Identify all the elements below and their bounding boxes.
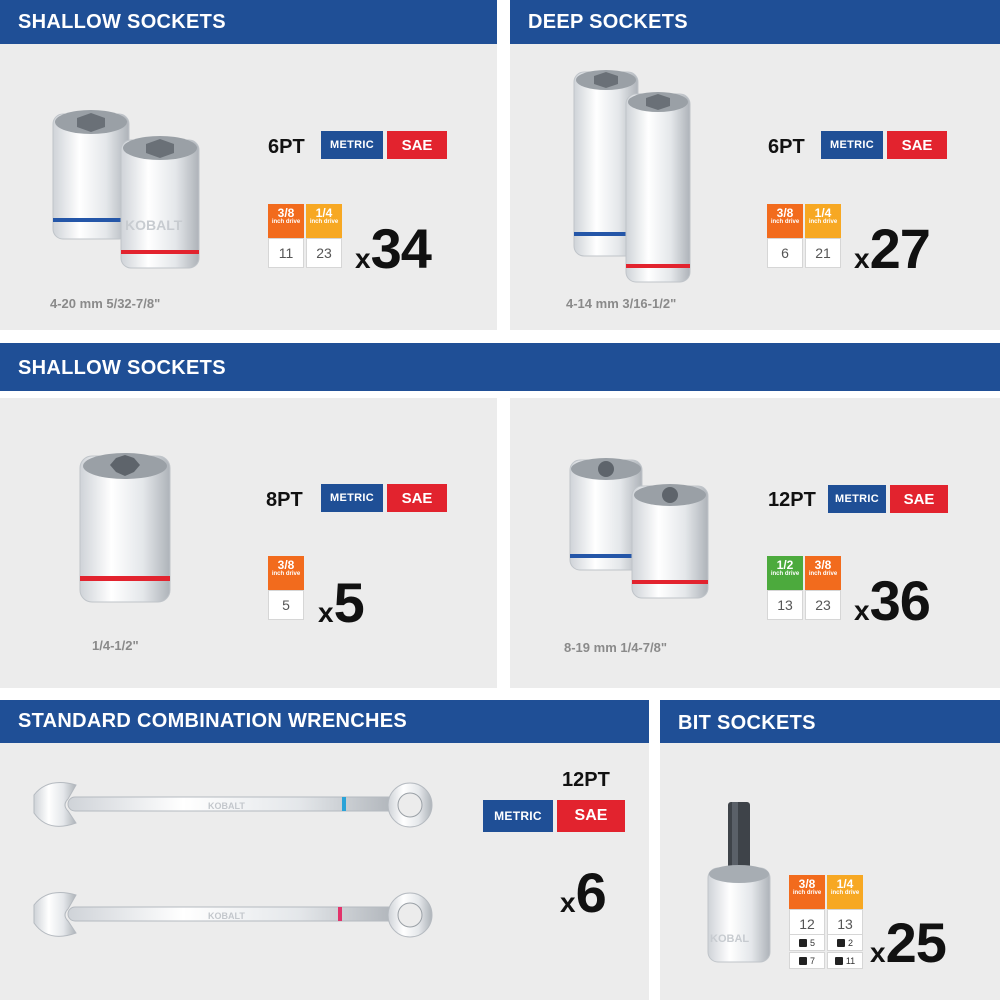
drive-count: 23 <box>805 590 841 620</box>
bit-type-cell <box>827 952 863 969</box>
metric-badge: METRIC <box>321 131 383 159</box>
hex-bit-icon <box>799 957 807 965</box>
drive-3-8 <box>805 556 841 620</box>
size-range: 8-19 mm 1/4-7/8" <box>564 640 667 655</box>
brand-embossing: KOBALT <box>208 911 245 921</box>
drive-count: 11 <box>268 238 304 268</box>
bit-type-cell <box>827 934 863 951</box>
drive-fraction: 3/8 <box>798 877 816 891</box>
drive-count: 6 <box>767 238 803 268</box>
quantity-x: x <box>318 597 334 628</box>
drive-count: 13 <box>827 909 863 939</box>
torx-bit-icon <box>799 939 807 947</box>
section-title: SHALLOW SOCKETS <box>0 0 497 44</box>
size-range: 1/4-1/2" <box>92 638 139 653</box>
bit-type-cell <box>789 934 825 951</box>
sae-badge: SAE <box>890 485 948 513</box>
standard-badges <box>828 485 948 513</box>
drive-fraction: 1/4 <box>814 206 832 220</box>
sae-badge: SAE <box>887 131 947 159</box>
point-type: 12PT <box>562 769 610 791</box>
bit-count: 2 <box>847 937 853 948</box>
drive-fraction: 1/4 <box>836 877 854 891</box>
deep-sockets-image <box>570 66 710 286</box>
quantity <box>854 568 930 633</box>
hex-bit-icon <box>835 957 843 965</box>
quantity-x: x <box>854 595 870 626</box>
quantity <box>870 910 946 975</box>
bit-count: 7 <box>809 955 815 966</box>
drive-1-4 <box>805 204 841 268</box>
wrench-sae <box>34 893 432 937</box>
drive-fraction: 3/8 <box>776 206 794 220</box>
drive-fraction: 3/8 <box>277 558 295 572</box>
size-range: 4-14 mm 3/16-1/2" <box>566 296 677 311</box>
drive-1-2 <box>767 556 803 620</box>
drive-unit: inch drive <box>808 571 838 577</box>
drive-count: 21 <box>805 238 841 268</box>
bit-count: 11 <box>845 955 856 966</box>
quantity <box>854 216 930 281</box>
metric-badge: METRIC <box>821 131 883 159</box>
drive-3-8 <box>767 204 803 268</box>
sae-badge: SAE <box>557 800 625 832</box>
drive-unit: inch drive <box>770 219 800 225</box>
drive-1-4 <box>306 204 342 268</box>
drive-unit: inch drive <box>271 219 301 225</box>
12pt-sockets-image <box>566 456 716 606</box>
drive-unit: inch drive <box>309 219 339 225</box>
drive-fraction: 3/8 <box>814 558 832 572</box>
brand-embossing: KOBALT <box>208 801 245 811</box>
shallow-sockets-image <box>45 100 215 280</box>
standard-badges <box>321 484 447 512</box>
drive-unit: inch drive <box>770 571 800 577</box>
quantity-x: x <box>560 887 576 918</box>
bit-type-cell <box>789 952 825 969</box>
sae-badge: SAE <box>387 484 447 512</box>
quantity <box>318 570 364 635</box>
bit-socket-image <box>702 800 782 970</box>
quantity <box>355 216 431 281</box>
metric-badge: METRIC <box>483 800 553 832</box>
panel-shallow-sockets-12pt <box>510 398 1000 688</box>
drive-count: 13 <box>767 590 803 620</box>
point-type: 8PT <box>266 489 303 511</box>
panel-shallow-sockets-6pt <box>0 0 497 330</box>
drive-1-4 <box>827 875 863 939</box>
quantity-number: 5 <box>333 571 364 634</box>
drive-count: 12 <box>789 909 825 939</box>
drive-counts <box>767 204 841 268</box>
8pt-socket-image <box>76 448 176 608</box>
quantity-number: 36 <box>869 569 930 632</box>
wrenches-image <box>28 775 448 965</box>
drive-unit: inch drive <box>830 890 860 896</box>
drive-unit: inch drive <box>271 571 301 577</box>
point-type: 12PT <box>768 489 816 511</box>
standard-badges <box>821 131 947 159</box>
drive-counts <box>789 875 863 939</box>
quantity-number: 6 <box>575 861 606 924</box>
wrench-metric <box>34 783 432 827</box>
drive-unit: inch drive <box>808 219 838 225</box>
drive-fraction: 1/2 <box>776 558 794 572</box>
quantity-number: 25 <box>885 911 946 974</box>
panel-deep-sockets-6pt <box>510 0 1000 330</box>
drive-unit: inch drive <box>792 890 822 896</box>
brand-embossing: KOBALT <box>125 217 183 233</box>
section-title: SHALLOW SOCKETS <box>0 343 1000 391</box>
bit-type-row <box>789 934 863 951</box>
drive-3-8 <box>268 556 304 620</box>
metric-badge: METRIC <box>321 484 383 512</box>
bit-count: 5 <box>809 937 815 948</box>
section-title: DEEP SOCKETS <box>510 0 1000 44</box>
drive-3-8 <box>789 875 825 939</box>
drive-counts <box>268 204 342 268</box>
sae-badge: SAE <box>387 131 447 159</box>
drive-3-8 <box>268 204 304 268</box>
drive-fraction: 3/8 <box>277 206 295 220</box>
quantity <box>560 860 606 925</box>
quantity-x: x <box>854 243 870 274</box>
drive-fraction: 1/4 <box>315 206 333 220</box>
drive-counts <box>767 556 841 620</box>
section-title: BIT SOCKETS <box>660 700 1000 743</box>
point-type: 6PT <box>768 136 805 158</box>
standard-badges <box>321 131 447 159</box>
drive-count: 5 <box>268 590 304 620</box>
bit-type-row <box>789 952 863 969</box>
brand-embossing: KOBAL <box>710 933 750 945</box>
quantity-x: x <box>870 937 886 968</box>
torx-bit-icon <box>837 939 845 947</box>
drive-counts <box>268 556 304 620</box>
section-band-shallow-sockets <box>0 343 1000 391</box>
quantity-number: 34 <box>370 217 431 280</box>
quantity-x: x <box>355 243 371 274</box>
panel-shallow-sockets-8pt <box>0 398 497 688</box>
quantity-number: 27 <box>869 217 930 280</box>
panel-bit-sockets <box>660 700 1000 1000</box>
point-type: 6PT <box>268 136 305 158</box>
section-title: STANDARD COMBINATION WRENCHES <box>0 700 649 743</box>
metric-badge: METRIC <box>828 485 886 513</box>
drive-count: 23 <box>306 238 342 268</box>
size-range: 4-20 mm 5/32-7/8" <box>50 296 161 311</box>
panel-combination-wrenches <box>0 700 649 1000</box>
standard-badges <box>483 800 625 832</box>
